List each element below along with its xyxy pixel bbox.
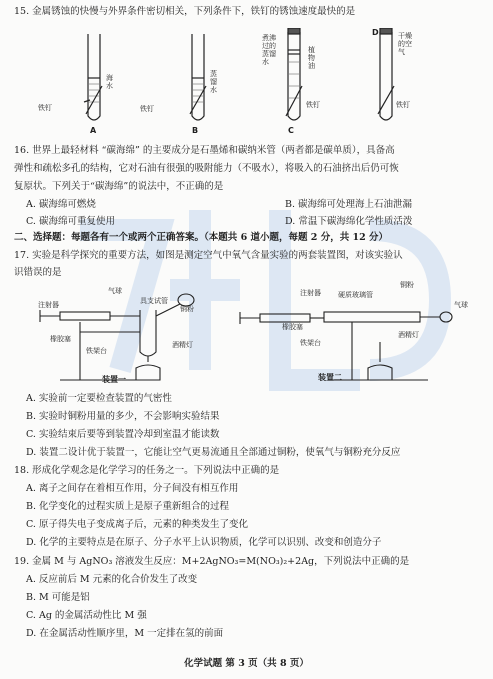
page-footer: 化学试题 第 3 页（共 8 页）: [184, 658, 309, 669]
apparatus-one-stand-label: 铁架台: [86, 347, 107, 355]
section-2-title: 二、选择题：: [14, 232, 72, 243]
q15-option-c-letter: C: [288, 126, 294, 135]
apparatus-one-tube-label: 具支试管: [140, 297, 168, 305]
q18-stem: 18. 形成化学观念是化学学习的任务之一。下列说法中正确的是: [14, 465, 280, 476]
q18-option-c: C. 原子得失电子变成离子后，元素的种类发生了变化: [26, 519, 248, 530]
apparatus-two-stand-label: 铁架台: [300, 339, 321, 347]
apparatus-one-copper-label: 铜粉: [180, 305, 194, 313]
q15-rusting-diagram: [40, 28, 460, 136]
q15-d-dry-air-label: 干燥的空气: [398, 32, 412, 56]
q16-option-b: B. 碳海绵可处理海上石油泄漏: [285, 199, 413, 210]
q17-option-d: D. 装置二设计优于装置一，它能让空气更易流通且全部通过铜粉，使氧气与铜粉充分反应: [26, 447, 401, 458]
q18-option-d: D. 化学的主要特点是在原子、分子水平上认识物质，化学可以识别、改变和创造分子: [26, 537, 382, 548]
q16-stem-line-3: 复原状。下列关于“碳海绵”的说法中，不正确的是: [14, 181, 224, 192]
q15-c-boiled-water-label: 煮沸过的蒸馏水: [262, 34, 276, 66]
q16-option-d: D. 常温下碳海绵化学性质活泼: [285, 216, 413, 227]
q16-option-c: C. 碳海绵可重复使用: [26, 216, 115, 227]
apparatus-two-syringe-label: 注射器: [300, 289, 321, 297]
q15-a-seawater-label: 海水: [106, 74, 113, 90]
apparatus-two-copper-label: 铜粉: [400, 281, 414, 289]
apparatus-two-stopper-label: 橡胶塞: [282, 323, 303, 331]
q15-option-a-letter: A: [90, 126, 97, 135]
q18-option-a: A. 离子之间存在着相互作用，分子间没有相互作用: [26, 483, 239, 494]
q18-option-b: B. 化学变化的过程实质上是原子重新组合的过程: [26, 501, 230, 512]
q19-option-a: A. 反应前后 M 元素的化合价发生了改变: [26, 574, 198, 585]
apparatus-one-balloon-label: 气球: [108, 287, 122, 295]
q16-stem-line-2: 弹性和疏松多孔的结构，它对石油有很强的吸附能力（不吸水），将吸入的石油挤出后仍可恢: [14, 163, 399, 174]
q17-stem-line-2: 识错误的是: [14, 267, 62, 278]
apparatus-one-lamp-label: 酒精灯: [172, 341, 193, 349]
apparatus-two-glass-tube-label: 硬质玻璃管: [338, 291, 373, 299]
q17-stem-line-1: 17. 实验是科学探究的重要方法，如图是测定空气中氧气含量实验的两套装置图，对该实验认: [14, 250, 403, 261]
apparatus-two-lamp-label: 酒精灯: [398, 331, 419, 339]
apparatus-one-caption: 装置一: [102, 375, 126, 384]
q19-option-d: D. 在金属活动性顺序里，M 一定排在氢的前面: [26, 628, 224, 639]
q15-a-nail-label: 铁钉: [38, 104, 52, 112]
q17-option-b: B. 实验时铜粉用量的多少，不会影响实验结果: [26, 411, 220, 422]
q15-stem: 15. 金属锈蚀的快慢与外界条件密切相关，下列条件下，铁钉的锈蚀速度最快的是: [14, 6, 356, 17]
q15-option-d-letter: D: [372, 28, 379, 37]
q19-option-b: B. M 可能是铝: [26, 592, 90, 603]
apparatus-two-caption: 装置二: [318, 373, 342, 382]
apparatus-two-balloon-label: 气球: [454, 301, 468, 309]
q15-b-nail-label: 铁钉: [140, 105, 154, 113]
q15-d-nail-label: 铁钉: [396, 101, 410, 109]
q17-option-c: C. 实验结束后要等到装置冷却到室温才能读数: [26, 429, 220, 440]
q19-option-c: C. Ag 的金属活动性比 M 强: [26, 610, 147, 621]
apparatus-one-stopper-label: 橡胶塞: [50, 335, 71, 343]
q16-stem-line-1: 16. 世界上最轻材料 “碳海绵” 的主要成分是石墨烯和碳纳米管（两者都是碳单质），具备高: [14, 145, 395, 156]
section-2-heading: [14, 232, 388, 244]
q15-option-b-letter: B: [192, 126, 199, 135]
section-2-instructions: 每题各有一个或两个正确答案。（本题共 6 道小题，每题 2 分，共 12 分）: [71, 232, 389, 243]
q15-c-nail-label: 铁钉: [306, 101, 320, 109]
q17-option-a: A. 实验前一定要检查装置的气密性: [26, 393, 172, 404]
apparatus-one-syringe-label: 注射器: [38, 301, 59, 309]
q15-b-water-label: 蒸馏水: [210, 70, 217, 94]
q19-stem: 19. 金属 M 与 AgNO₃ 溶液发生反应：M+2AgNO₃=M(NO₃)₂+2Ag，下列说法中正确的是: [14, 556, 410, 567]
q16-option-a: A. 碳海绵可燃烧: [26, 199, 96, 210]
q15-c-oil-label: 植物油: [308, 46, 315, 70]
